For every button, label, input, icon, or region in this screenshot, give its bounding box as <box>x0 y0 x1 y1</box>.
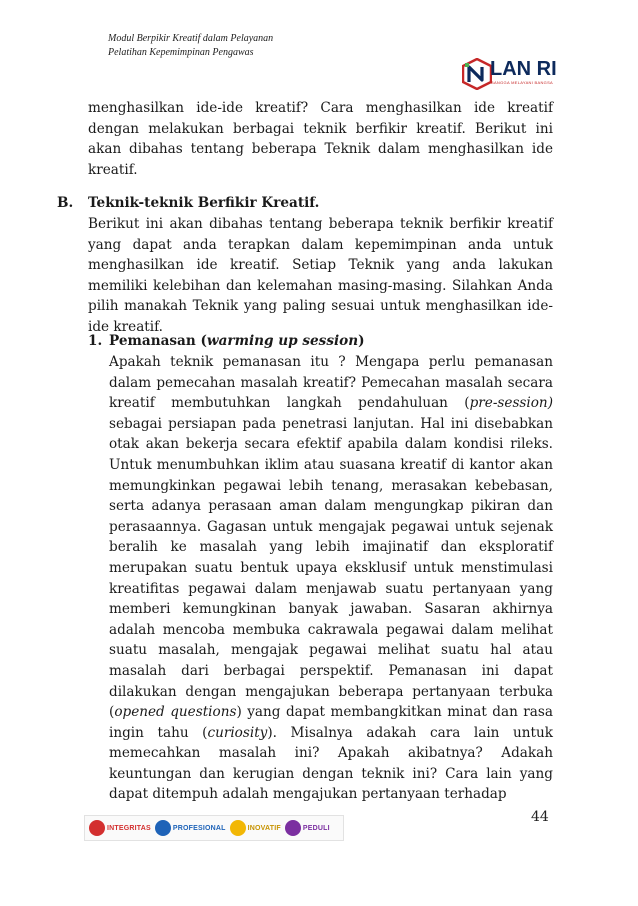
item-number: 1. <box>88 333 103 349</box>
value-label: INOVATIF <box>247 824 281 832</box>
lan-ri-logo <box>462 58 558 92</box>
paragraph-intro: menghasilkan ide-ide kreatif? Cara menghasilkan ide kreatif dengan melakukan berbagai teknik berfikir kreatif. Berikut ini akan dibahas tentang beberapa Teknik dalam menghasilkan ide kreatif. <box>88 100 553 178</box>
running-header <box>108 32 273 60</box>
item-body: Apakah teknik pemanasan itu ? Mengapa perlu pemanasan dalam pemecahan masalah kreatif? Pemecahan masalah secara kreatif membutuhkan langkah pendahuluan (pre-session) sebagai persiapan pada penetrasi lanjutan. Hal ini disebabkan otak akan bekerja secara efektif apabila dalam kondisi rileks. Untuk menumbuhkan iklim atau suasana kreatif di kantor akan memungkinkan pegawai lebih tenang, merasakan kebebasan, serta adanya perasaan aman dalam mengungkap pikiran dan perasaannya. Gagasan untuk mengajak pegawai untuk sejenak beralih ke masalah yang lebih imajinatif dan eksploratif merupakan suatu bentuk upaya eksklusif untuk menstimulasi kreatifitas pegawai dalam menjawab suatu pertanyaan yang memberi kemungkinan banyak jawaban. Sasaran akhirnya adalah mencoba membuka cakrawala pegawai dalam melihat suatu masalah, mengajak pegawai melihat suatu hal atau masalah dari berbagai perspektif. Pemanasan ini dapat dilakukan dengan mengajukan beberapa pertanyaan terbuka (opened questions) yang dapat membangkitkan minat dan rasa ingin tahu (curiosity). Misalnya adakah cara lain untuk memecahkan masalah ini? Apakah akibatnya? Adakah keuntungan dan kerugian dengan teknik ini? Cara lain yang dapat ditempuh adalah mengajukan pertanyaan terhadap <box>109 354 553 803</box>
value-label: INTEGRITAS <box>107 824 151 832</box>
logo-wordmark: LAN RI <box>490 58 557 80</box>
profesional-icon <box>155 820 171 836</box>
core-values-footer <box>84 815 344 841</box>
inovatif-icon <box>230 820 246 836</box>
value-integritas <box>89 820 151 836</box>
page-number: 44 <box>531 809 549 825</box>
value-inovatif <box>230 820 281 836</box>
value-profesional <box>155 820 226 836</box>
value-label: PROFESIONAL <box>172 824 226 832</box>
value-peduli <box>285 820 330 836</box>
integritas-icon <box>89 820 105 836</box>
header-line-1: Modul Berpikir Kreatif dalam Pelayanan <box>108 33 274 44</box>
header-line-2: Pelatihan Kepemimpinan Pengawas <box>108 47 254 58</box>
lan-ri-emblem-icon <box>462 58 492 90</box>
section-title: Teknik-teknik Berfikir Kreatif. <box>88 195 320 211</box>
section-intro: Berikut ini akan dibahas tentang beberapa teknik berfikir kreatif yang dapat anda terapkan dalam kepemimpinan anda untuk menghasilkan ide kreatif. Setiap Teknik yang anda lakukan memiliki kelebihan dan kelemahan masing-masing. Silahkan Anda pilih manakah Teknik yang paling sesuai untuk menghasilkan ide-ide kreatif. <box>88 216 553 335</box>
section-label: B. <box>57 195 74 211</box>
logo-tagline: BANGGA MELAYANI BANGSA <box>491 80 554 85</box>
value-label: PEDULI <box>302 824 330 832</box>
peduli-icon <box>285 820 301 836</box>
item-title: Pemanasan (warming up session) <box>109 333 365 349</box>
